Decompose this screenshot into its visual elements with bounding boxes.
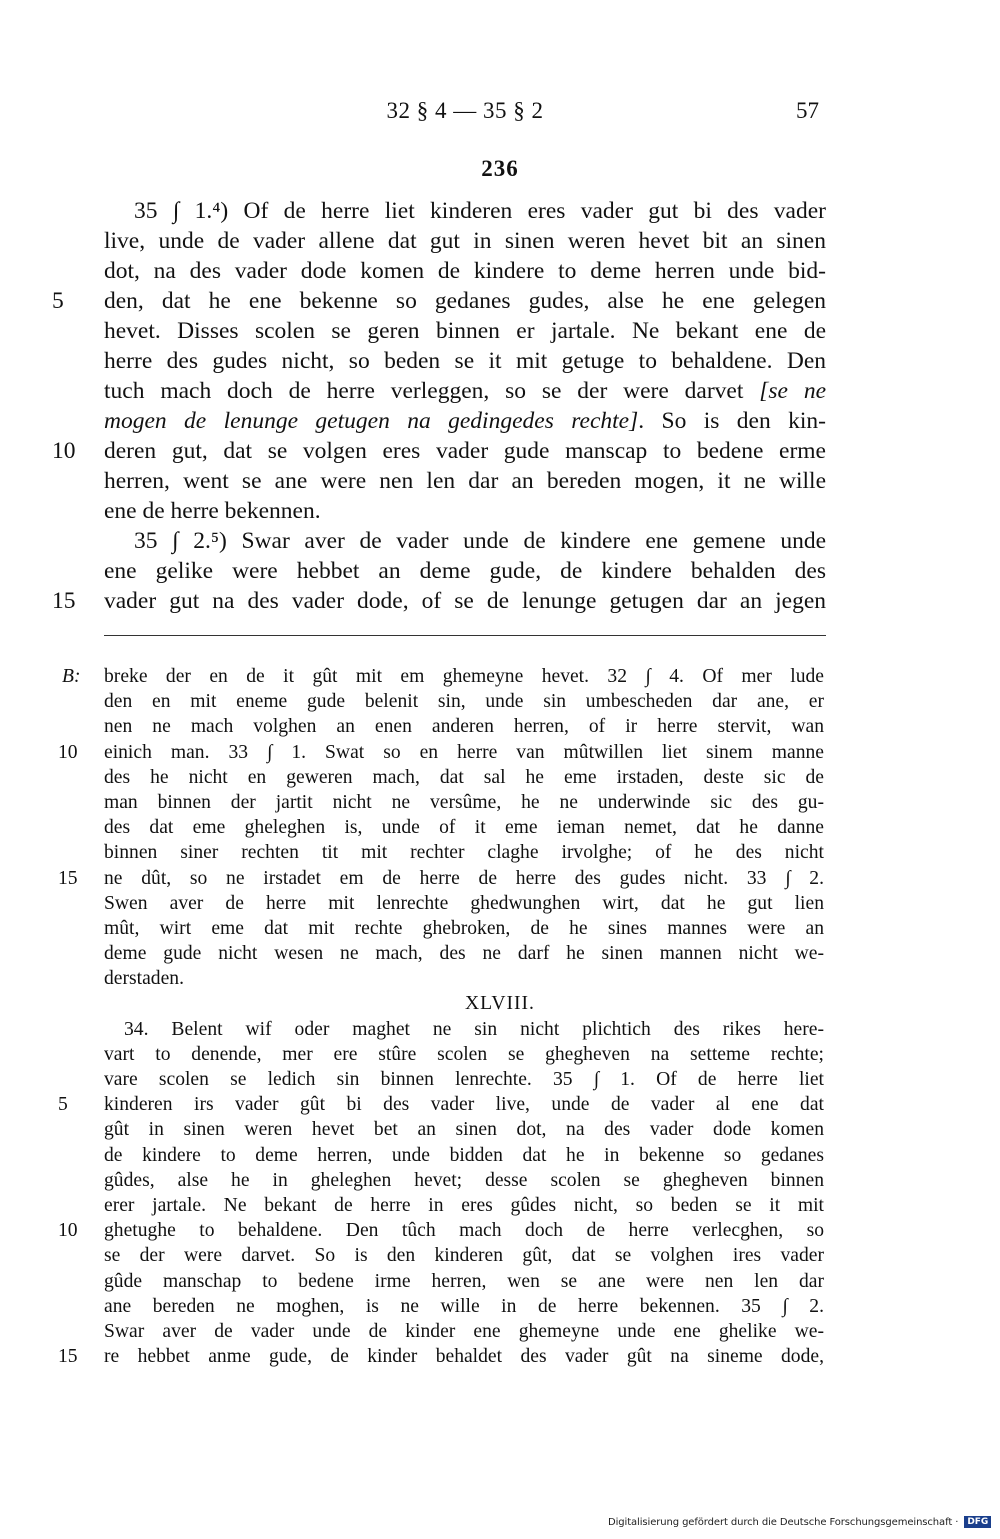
section-heading: XLVIII. (465, 993, 535, 1015)
text-line (0, 286, 1000, 316)
text-line (0, 556, 1000, 586)
footnote-line (0, 866, 1000, 891)
line-text: hevet. Disses scolen se geren binnen er jartale. Ne bekant ene de (104, 318, 826, 344)
footnote-line (0, 966, 1000, 991)
footnote-line (0, 991, 1000, 1016)
line-text: tuch mach doch de herre verleggen, so se der were darvet [se ne (104, 378, 827, 404)
line-text: gût in sinen weren hevet bet an sinen dot, na des vader dode komen (104, 1119, 824, 1141)
main-text (0, 196, 1000, 616)
line-text: Swar aver de vader unde de kinder ene ghemeyne unde ene ghelike we- (104, 1320, 824, 1342)
footnote-line (0, 1168, 1000, 1193)
line-text: 35 ∫ 2.⁵) Swar aver de vader unde de kindere ene gemene unde (134, 528, 826, 554)
line-text: ene de herre bekennen. (104, 498, 321, 524)
dfg-logo: DFG (964, 1516, 991, 1528)
line-text: vader gut na des vader dode, of se de lenunge getugen dar an jegen (104, 588, 826, 614)
line-text: einich man. 33 ∫ 1. Swat so en herre van mûtwillen liet sinem manne (104, 741, 824, 763)
line-number: 15 (52, 588, 76, 614)
text-line (0, 346, 1000, 376)
footnote-line (0, 1319, 1000, 1344)
page-number: 57 (796, 98, 819, 123)
line-text: herren, went se ane were nen len dar an bereden mogen, it ne wille (104, 468, 826, 494)
document-number: 236 (481, 156, 519, 181)
line-number: 15 (58, 867, 78, 889)
line-number: 5 (52, 288, 64, 314)
line-text: gûde manschap to bedene irme herren, wen se ane were nen len dar (104, 1270, 824, 1292)
line-text: den, dat he ene bekenne so gedanes gudes, alse he ene gelegen (104, 288, 826, 314)
line-text: deme gude nicht wesen ne mach, des ne darf he sinen mannen nicht we- (104, 943, 824, 965)
manuscript-siglum: B: (62, 666, 81, 687)
section-reference: 32 § 4 — 35 § 2 (386, 98, 544, 123)
line-text: ene gelike were hebbet an deme gude, de kindere behalden des (104, 558, 826, 584)
text-line (0, 526, 1000, 556)
line-text: herre des gudes nicht, so beden se it mit getuge to behaldene. Den (104, 348, 826, 374)
line-number: 15 (58, 1346, 78, 1368)
footnote-line (0, 1269, 1000, 1294)
footnote-line (0, 1193, 1000, 1218)
footnote-line (0, 1117, 1000, 1142)
line-text: des he nicht en geweren mach, dat sal he eme irstaden, deste sic de (104, 766, 824, 788)
text-line (0, 376, 1000, 406)
line-number: 10 (58, 741, 78, 763)
line-text: se der were darvet. So is den kinderen gût, dat se volghen ires vader (104, 1245, 824, 1267)
text-line (0, 496, 1000, 526)
line-text: vare scolen se ledich sin binnen lenrechte. 35 ∫ 1. Of de herre liet (104, 1069, 824, 1090)
footnote-line (0, 765, 1000, 790)
line-text: deren gut, dat se volgen eres vader gude manscap to bedene erme (104, 438, 826, 464)
footnote-line (0, 1092, 1000, 1117)
text-line (0, 226, 1000, 256)
line-text: kinderen irs vader gût bi des vader live, unde de vader al ene dat (104, 1094, 824, 1116)
line-text: vart to denende, mer ere stûre scolen se ghegheven na setteme rechte; (104, 1043, 824, 1065)
line-text: Swen aver de herre mit lenrechte ghedwunghen wirt, dat he gut lien (104, 892, 824, 914)
line-number: 10 (52, 438, 76, 464)
line-text: ne dût, so ne irstadet em de herre de herre des gudes nicht. 33 ∫ 2. (104, 867, 824, 889)
line-text: den en mit eneme gude belenit sin, unde sin umbescheden dar ane, er (104, 691, 824, 713)
line-text: des dat eme gheleghen is, unde of it eme ieman nemet, dat he danne (104, 817, 824, 839)
line-text: breke der en de it gût mit em ghemeyne hevet. 32 ∫ 4. Of mer lude (104, 666, 824, 687)
line-text: erer jartale. Ne bekant de herre in eres gûdes nicht, so beden se it mit (104, 1194, 824, 1216)
footnote-divider (104, 635, 826, 636)
running-header (0, 98, 1000, 132)
footnote-line (0, 1218, 1000, 1243)
line-text: live, unde de vader allene dat gut in sinen weren hevet bit an sinen (104, 228, 826, 254)
footnote-line (0, 1017, 1000, 1042)
line-text: binnen siner rechten tit mit rechter claghe irvolghe; of he des nicht (104, 842, 824, 864)
footnote-line (0, 1067, 1000, 1092)
credit-text: Digitalisierung gefördert durch die Deutsche Forschungsgemeinschaft · (608, 1517, 959, 1528)
line-text: dot, na des vader dode komen de kindere to deme herren unde bid- (104, 258, 826, 284)
text-line (0, 256, 1000, 286)
footnote-line (0, 1344, 1000, 1369)
footnote-line (0, 916, 1000, 941)
line-text: ane bereden ne moghen, is ne wille in de herre bekennen. 35 ∫ 2. (104, 1295, 824, 1317)
footnote-line (0, 840, 1000, 865)
variant-apparatus (0, 664, 1000, 1369)
footnote-line (0, 815, 1000, 840)
footnote-line (0, 1143, 1000, 1168)
line-text: mût, wirt eme dat mit rechte ghebroken, de he sines mannes were an (104, 917, 824, 939)
line-text: derstaden. (104, 968, 184, 990)
digitization-credit (608, 1516, 991, 1528)
footnote-line (0, 740, 1000, 765)
line-text: gûdes, alse he in gheleghen hevet; desse scolen se ghegheven binnen (104, 1169, 824, 1191)
text-line (0, 406, 1000, 436)
footnote-line (0, 1042, 1000, 1067)
footnote-line (0, 1243, 1000, 1268)
text-line (0, 586, 1000, 616)
footnote-line (0, 689, 1000, 714)
line-text: man binnen der jartit nicht ne versûme, he ne underwinde sic des gu- (104, 791, 824, 813)
line-text: de kindere to deme herren, unde bidden dat he in bekenne so gedanes (104, 1144, 824, 1166)
footnote-line (0, 790, 1000, 815)
text-line (0, 466, 1000, 496)
text-line (0, 316, 1000, 346)
text-line (0, 436, 1000, 466)
line-text: nen ne mach volghen an enen anderen herren, of ir herre stervit, wan (104, 716, 824, 738)
line-text: re hebbet anme gude, de kinder behaldet des vader gût na sineme dode, (104, 1346, 824, 1368)
line-text: 35 ∫ 1.⁴) Of de herre liet kinderen eres vader gut bi des vader (134, 198, 826, 224)
footnote-line (0, 941, 1000, 966)
footnote-line (0, 714, 1000, 739)
footnote-line (0, 664, 1000, 689)
text-line (0, 196, 1000, 226)
footnote-line (0, 891, 1000, 916)
footnote-line (0, 1294, 1000, 1319)
line-text: 34. Belent wif oder maghet ne sin nicht plichtich des rikes here- (124, 1018, 824, 1040)
line-number: 10 (58, 1220, 78, 1242)
line-text: mogen de lenunge getugen na gedingedes rechte]. So is den kin- (104, 408, 826, 434)
line-text: ghetughe to behaldene. Den tûch mach doch de herre verlecghen, so (104, 1220, 824, 1242)
line-number: 5 (58, 1094, 68, 1116)
